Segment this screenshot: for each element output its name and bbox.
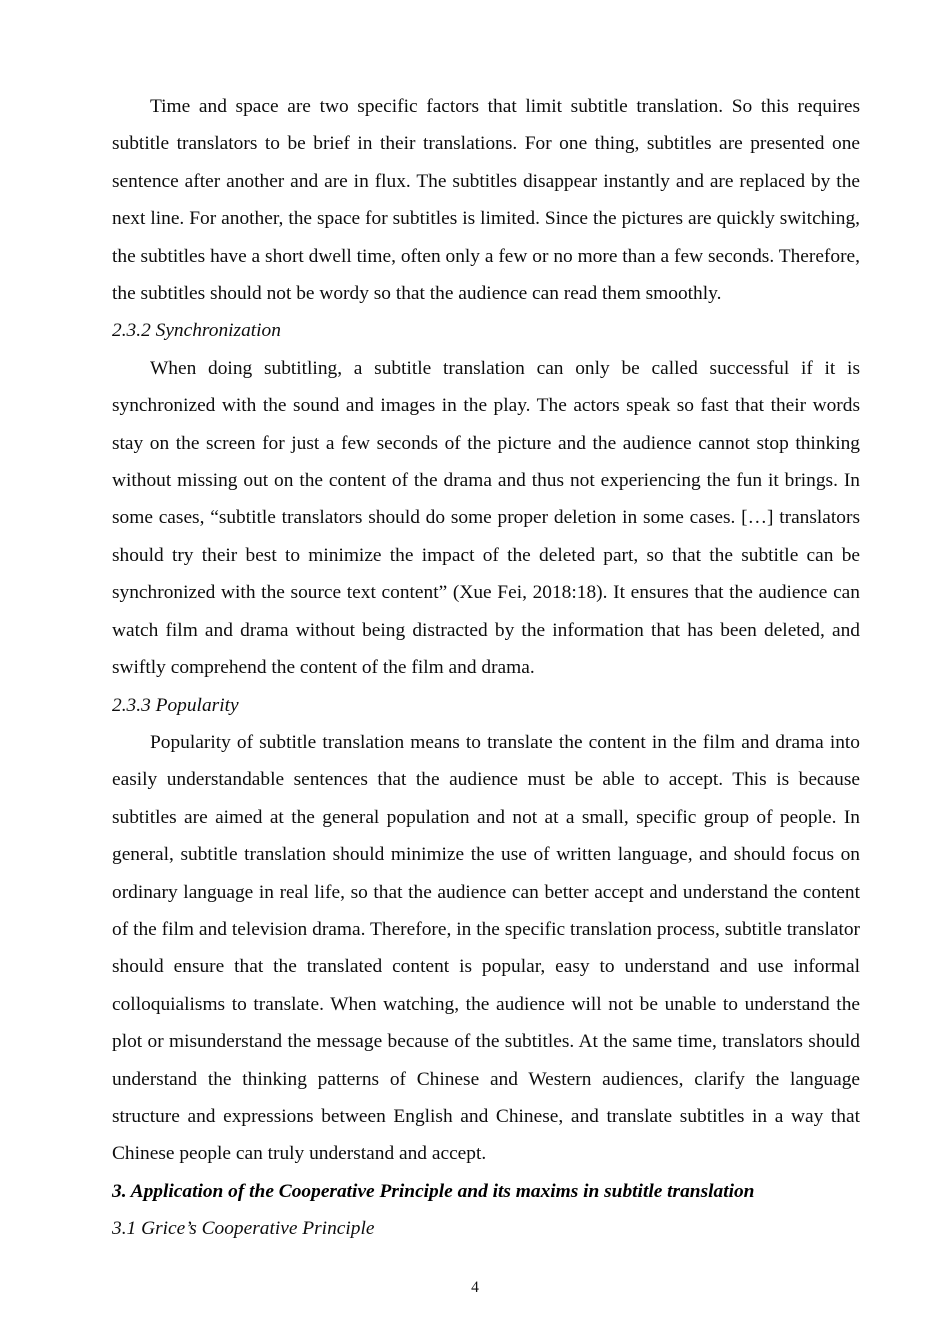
heading-3-application-cooperative-principle: 3. Application of the Cooperative Principle and its maxims in subtitle translation [112,1180,755,1202]
heading-2-3-2-synchronization: 2.3.2 Synchronization [112,320,281,342]
paragraph-time-and-space: Time and space are two specific factors that limit subtitle translation. So this requires subtitle translators to be brief in their translations. For one thing, subtitles are presented one sentence after another and are in flux. The subtitles disappear instantly and are replaced by the next line. For another, the space for subtitles is limited. Since the pictures are quickly switching, the subtitles have a short dwell time, often only a few or no more than a few seconds. Therefore, the subtitles should not be wordy so that the audience can read them smoothly. [112,96,860,305]
heading-3-1-grices-cooperative-principle: 3.1 Grice’s Cooperative Principle [112,1218,375,1240]
paragraph-synchronization: When doing subtitling, a subtitle translation can only be called successful if it is synchronized with the sound and images in the play. The actors speak so fast that their words stay on the screen for just a few seconds of the picture and the audience cannot stop thinking without missing out on the content of the drama and thus not experiencing the fun it brings. In some cases, “subtitle translators should do some proper deletion in some cases. […] translators should try their best to minimize the impact of the deleted part, so that the subtitle can be synchronized with the source text content” (Xue Fei, 2018:18). It ensures that the audience can watch film and drama without being distracted by the information that has been deleted, and swiftly comprehend the content of the film and drama. [112,357,860,679]
paragraph-popularity: Popularity of subtitle translation means to translate the content in the film and drama into easily understandable sentences that the audience must be able to accept. This is because subtitles are aimed at the general population and not at a small, specific group of people. In general, subtitle translation should minimize the use of written language, and should focus on ordinary language in real life, so that the audience can better accept and understand the content of the film and television drama. Therefore, in the specific translation process, subtitle translator should ensure that the translated content is popular, easy to understand and use informal colloquialisms to translate. When watching, the audience will not be unable to understand the plot or misunderstand the message because of the subtitles. At the same time, translators should understand the thinking patterns of Chinese and Western audiences, clarify the language structure and expressions between English and Chinese, and translate subtitles in a way that Chinese people can truly understand and accept. [112,731,860,1165]
page-number: 4 [471,1279,479,1296]
heading-2-3-3-popularity: 2.3.3 Popularity [112,694,239,716]
page-content-column [112,88,860,1248]
